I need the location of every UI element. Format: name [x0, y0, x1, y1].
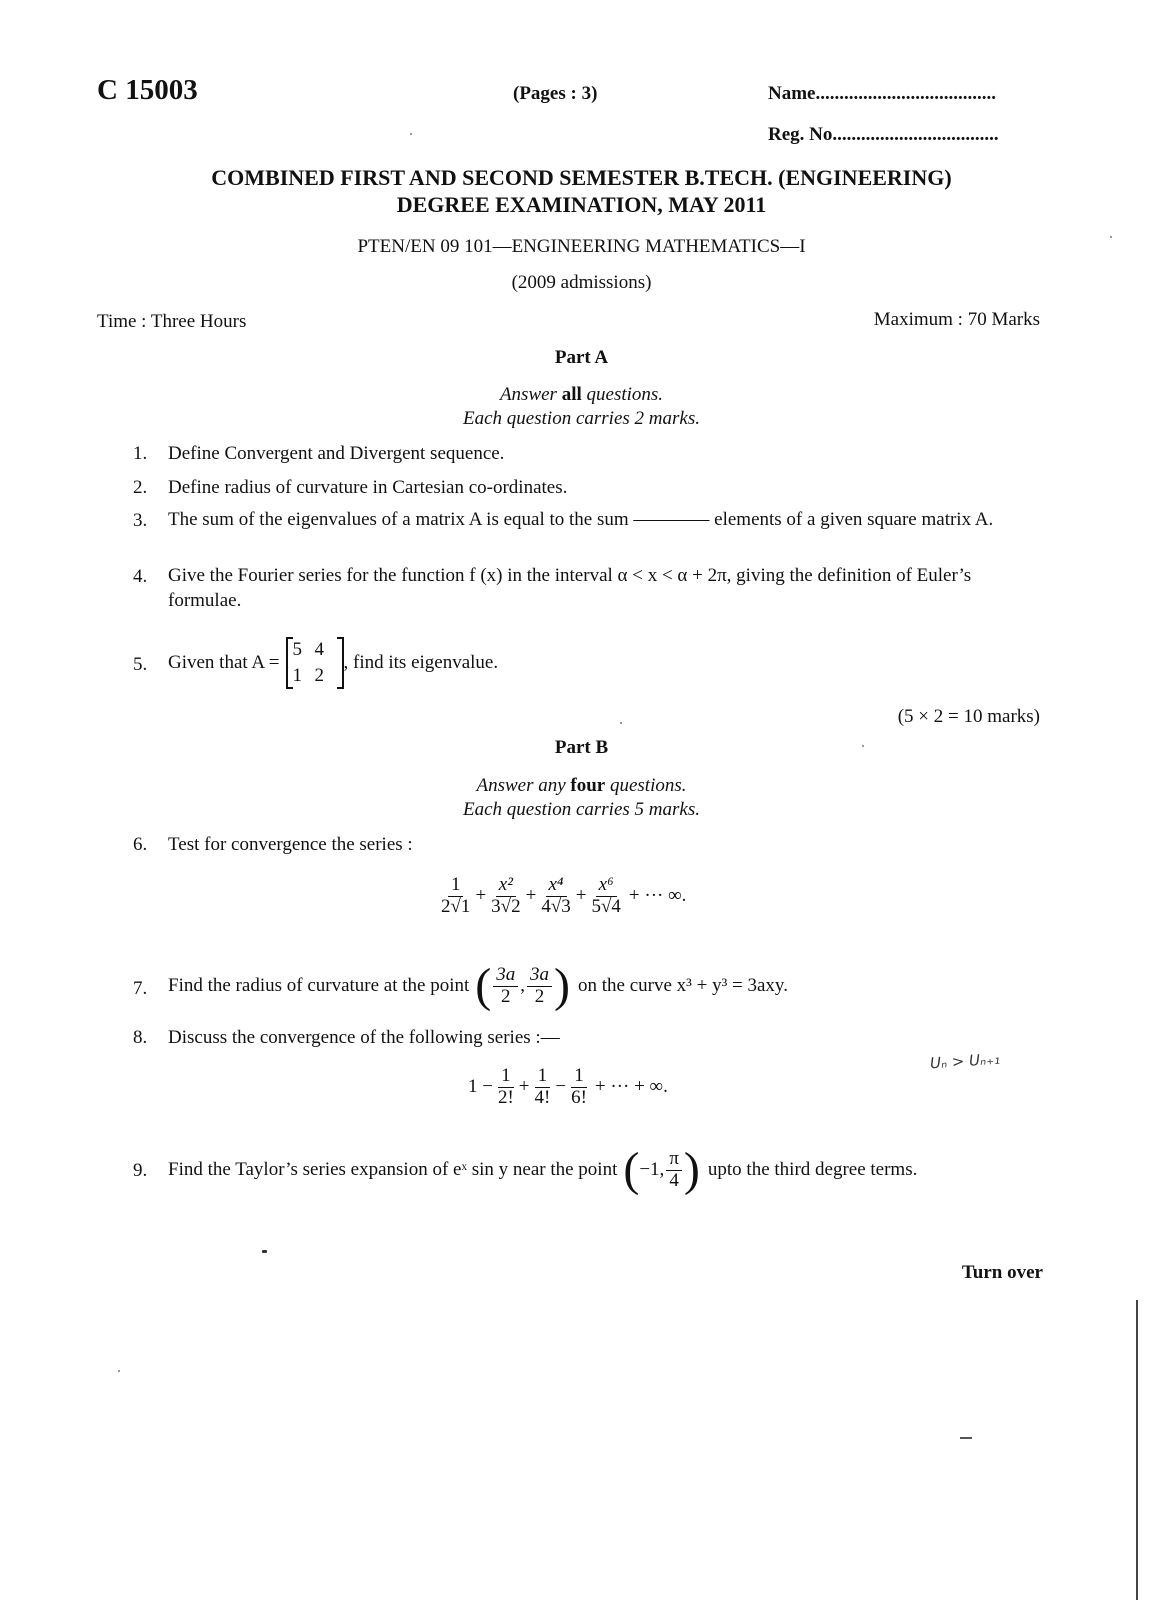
time-allowed: Time : Three Hours [97, 311, 247, 332]
text: Find the Taylor’s series expansion of eˣ sin y near the point [168, 1159, 618, 1180]
part-a-instruction-1: Answer all questions. [499, 384, 664, 405]
part-a-heading: Part A [554, 347, 609, 368]
plus-sign: + [475, 885, 487, 907]
series-tail: + ··· ∞. [628, 885, 687, 907]
question-number: 5. [133, 654, 148, 675]
part-b-instruction-2: Each question carries 5 marks. [463, 799, 700, 820]
matrix-a [286, 637, 344, 689]
exam-title-line2: DEGREE EXAMINATION, MAY 2011 [396, 192, 767, 217]
question-number: 7. [133, 978, 148, 999]
find-text: , find its eigenvalue. [343, 652, 499, 673]
part-b-heading: Part B [554, 737, 609, 758]
handwritten-note: Uₙ > Uₙ₊₁ [929, 1049, 1001, 1073]
question-number: 9. [133, 1160, 148, 1181]
matrix-cell: 2 [314, 665, 325, 686]
scan-edge [1136, 1300, 1138, 1600]
reg-no-field: Reg. No................................... [768, 124, 999, 145]
name-field: Name...................................... [768, 83, 996, 104]
subject-title: PTEN/EN 09 101—ENGINEERING MATHEMATICS—I [357, 236, 806, 257]
exam-title-line1: COMBINED FIRST AND SECOND SEMESTER B.TECH. (ENGINEERING) [211, 165, 952, 190]
question-text: Find the Taylor’s series expansion of eˣ sin y near the point ( −1, $\frac{\pi}{4}$ ) upto the third degree terms. [168, 1143, 918, 1196]
question-text: Give the Fourier series for the function f (x) in the interval α < x < α + 2π, giving the definition of Euler’s formulae. [168, 565, 972, 611]
question-number: 6. [133, 834, 148, 855]
plus-sign: + [575, 885, 587, 907]
fraction: $\frac{3a}{2}$ [527, 965, 552, 1008]
scan-mark [960, 1437, 972, 1439]
plus-sign: + [525, 885, 537, 907]
question-number: 3. [133, 510, 148, 531]
series-expression [436, 875, 686, 918]
text: Find the radius of curvature at the point [168, 975, 470, 996]
question-text: The sum of the eigenvalues of a matrix A is equal to the sum ———— elements of a given square matrix A. [168, 509, 994, 530]
question-text: Discuss the convergence of the following series :— [168, 1027, 560, 1048]
series-term: $\frac{1}{2√1}$ [441, 874, 471, 917]
question-text: Find the radius of curvature at the point ( $\frac{3a}{2}$ , $\frac{3a}{2}$ ) on the curve x³ + y³ = 3axy. [168, 959, 788, 1012]
question-number: 2. [133, 477, 148, 498]
matrix-cell: 4 [314, 639, 325, 660]
part-a-instruction-2: Each question carries 2 marks. [463, 408, 700, 429]
question-number: 8. [133, 1027, 148, 1048]
question-text: Test for convergence the series : [168, 834, 413, 855]
series-term: $\frac{\text{x⁶}}{5√4}$ [591, 874, 621, 917]
question-text [168, 632, 498, 694]
max-marks: Maximum : 70 Marks [873, 309, 1040, 330]
matrix-cell: 5 [292, 639, 303, 660]
text: upto the third degree terms. [707, 1159, 918, 1180]
series-expression: 1 − $\frac{1}{2!}$ + $\frac{1}{4!}$ − $\frac{1}{6!}$ + ··· + ∞. [468, 1065, 668, 1108]
given-text: Given that A = [168, 652, 280, 673]
series-term: $\frac{\text{x⁴}}{4√3}$ [541, 874, 571, 917]
question-text: Define Convergent and Divergent sequence. [168, 443, 505, 464]
turn-over: Turn over [961, 1262, 1043, 1283]
question-number: 4. [133, 566, 148, 587]
series-term: $\frac{\text{x²}}{3√2}$ [491, 874, 521, 917]
paper-code: C 15003 [97, 74, 198, 106]
question-number: 1. [133, 443, 148, 464]
text: on the curve x³ + y³ = 3axy. [578, 975, 788, 996]
fraction: $\frac{3a}{2}$ [493, 965, 518, 1008]
page-count: (Pages : 3) [513, 83, 598, 104]
matrix-cell: 1 [292, 665, 303, 686]
admissions: (2009 admissions) [511, 272, 652, 293]
part-b-instruction-1: Answer any four questions. [476, 775, 687, 796]
question-text: Define radius of curvature in Cartesian co-ordinates. [168, 477, 568, 498]
part-a-marks: (5 × 2 = 10 marks) [897, 706, 1040, 727]
